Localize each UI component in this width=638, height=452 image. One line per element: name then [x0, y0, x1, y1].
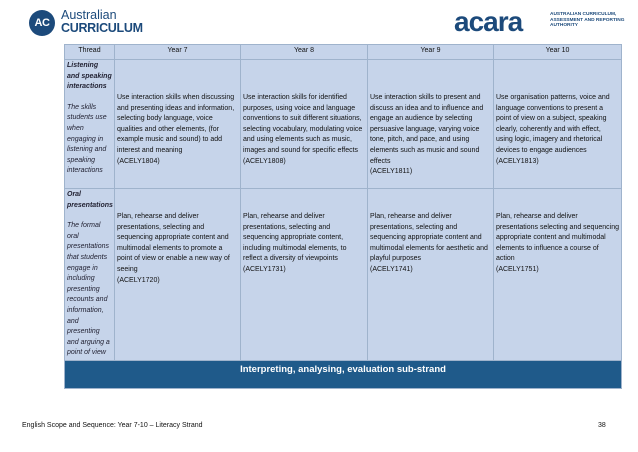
content-description: Use interaction skills to present and discuss an idea and to influence and engage an audience by selecting persuasive language, varying voice tone, pitch, and pace, and using elements such as music and sound effects: [370, 94, 484, 165]
thread-title: Listening and speaking interactions: [67, 62, 112, 91]
content-description: Plan, rehearse and deliver presentations, selecting and sequencing appropriate content and multimodal elements to promote a point of view or enable a new way of seeing: [117, 213, 230, 273]
content-code: (ACELY1741): [370, 265, 413, 273]
content-cell: [494, 60, 622, 189]
content-description: Use organisation patterns, voice and language conventions to present a point of view on a subject, speaking clearly, coherently and with effect, using logic, imagery and rhetorical devices to engage audiences: [496, 94, 610, 154]
table-row: [65, 189, 622, 361]
ac-logo-text: [61, 9, 143, 35]
substrand-row: [65, 360, 622, 388]
content-description: Plan, rehearse and deliver presentations, selecting and sequencing appropriate content and multimodal elements for aesthetic and playful purposes: [370, 213, 488, 263]
content-description: Plan, rehearse and deliver presentations, selecting and sequencing appropriate content, including multimodal elements, to reflect a diversity of viewpoints: [243, 213, 347, 263]
content-description: Use interaction skills for identified purposes, using voice and language conventions to suit different situations, selecting vocabulary, modulating voice and using elements such as music, images and sound for specific effects: [243, 94, 363, 154]
content-cell: [115, 60, 241, 189]
content-code: (ACELY1804): [117, 157, 160, 165]
column-header: Year 10: [494, 45, 622, 60]
content-description: Plan, rehearse and deliver presentations selecting and sequencing appropriate content and multimodal elements to influence a course of action: [496, 213, 619, 263]
table-header-row: [65, 45, 622, 60]
content-cell: [115, 189, 241, 361]
thread-description: The formal oral presentations that students engage in including presenting recounts and information, and presenting and arguing a point of view: [67, 222, 110, 357]
content-description: Use interaction skills when discussing and presenting ideas and information, selecting body language, voice qualities and other elements, (for example music and sound) to add interest and meaning: [117, 94, 235, 154]
substrand-heading: Interpreting, analysing, evaluation sub-strand: [65, 360, 622, 388]
content-code: (ACELY1720): [117, 276, 160, 284]
footer-document-title: English Scope and Sequence: Year 7-10 – Literacy Strand: [22, 422, 203, 429]
content-cell: [241, 60, 368, 189]
content-code: (ACELY1731): [243, 265, 286, 273]
thread-cell: [65, 60, 115, 189]
table-row: [65, 60, 622, 189]
acara-logo-word: acara: [454, 6, 523, 37]
thread-title: Oral presentations: [67, 191, 113, 209]
thread-cell: [65, 189, 115, 361]
column-header: Year 8: [241, 45, 368, 60]
acara-logo-subtitle: AUSTRALIAN CURRICULUM, ASSESSMENT AND REPORTING AUTHORITY: [550, 12, 625, 28]
thread-description: The skills students use when engaging in listening and speaking interactions: [67, 103, 107, 175]
content-cell: [494, 189, 622, 361]
ac-logo-line2: CURRICULUM: [61, 21, 143, 35]
content-code: (ACELY1751): [496, 265, 539, 273]
content-cell: [368, 189, 494, 361]
page-number: 38: [598, 422, 606, 429]
ac-logo-icon: AC: [29, 10, 55, 36]
australian-curriculum-logo: [29, 8, 143, 35]
scope-sequence-table: [64, 44, 622, 389]
content-cell: [368, 60, 494, 189]
content-code: (ACELY1811): [370, 168, 413, 176]
content-code: (ACELY1808): [243, 157, 286, 165]
column-header: Year 9: [368, 45, 494, 60]
content-cell: [241, 189, 368, 361]
column-header: Thread: [65, 45, 115, 60]
column-header: Year 7: [115, 45, 241, 60]
content-code: (ACELY1813): [496, 157, 539, 165]
ac-logo-line1: Australian: [61, 8, 117, 22]
